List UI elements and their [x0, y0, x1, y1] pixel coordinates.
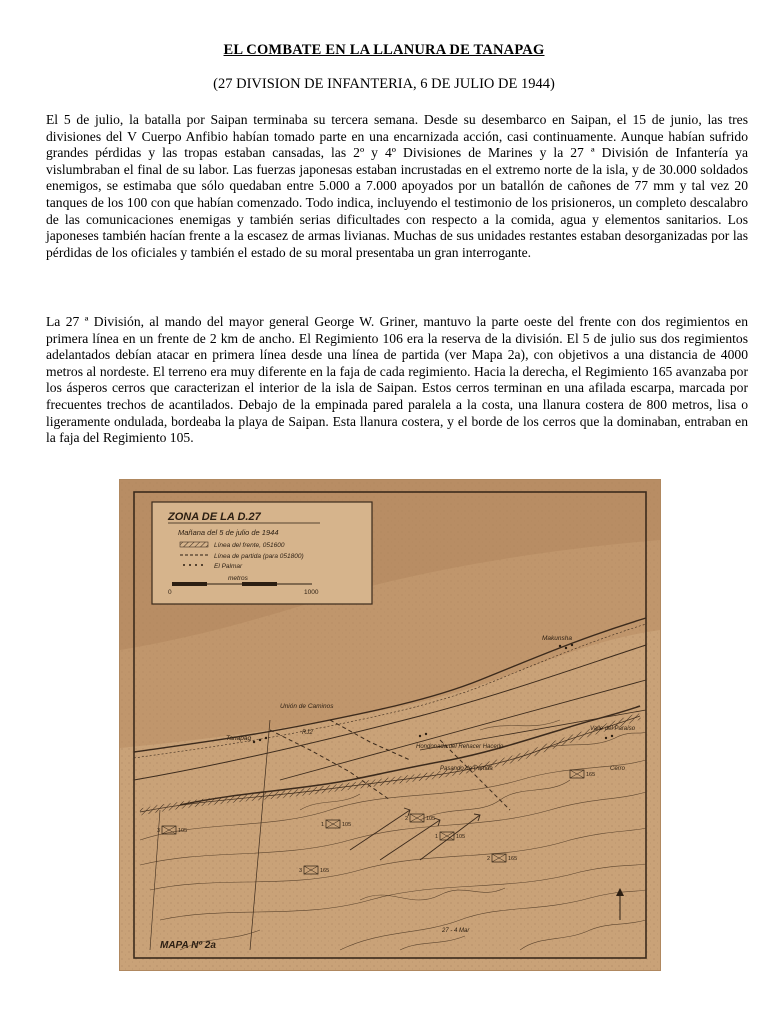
unit-2-105-reg: 105 — [426, 816, 436, 822]
scale-label: metros — [228, 575, 248, 582]
document-subtitle: (27 DIVISION DE INFANTERIA, 6 DE JULIO DE 1944) — [213, 76, 555, 92]
map-number-label: MAPA Nº 2a — [160, 940, 216, 951]
unit-2-165-reg: 165 — [508, 856, 518, 862]
scale-end: 1000 — [304, 589, 319, 596]
label-cerro: Cerro — [610, 766, 626, 772]
label-valle: Valle del Paraíso — [590, 726, 636, 732]
legend-item-front: Línea del frente, 051600 — [214, 542, 285, 549]
label-rj2: RJ2 — [302, 730, 313, 736]
label-makunsha: Makunsha — [542, 635, 572, 642]
label-union-caminos: Unión de Caminos — [280, 703, 334, 710]
unit-3-165-reg: 165 — [320, 868, 330, 874]
unit-1b-105-reg: 105 — [456, 834, 466, 840]
legend-item-departure: Línea de partida (para 051800) — [214, 553, 304, 560]
label-grid: 27 - 4 Mar — [442, 928, 470, 934]
unit-2-105-number: 2 — [404, 816, 408, 822]
unit-1-105-reg: 105 — [342, 822, 352, 828]
document-title: EL COMBATE EN LA LLANURA DE TANAPAG — [223, 42, 545, 58]
unit-3-165-number: 3 — [298, 868, 302, 874]
map-legend — [152, 502, 372, 604]
unit-165-reg: 165 — [586, 772, 596, 778]
scale-start: 0 — [168, 589, 172, 596]
paragraph-1: El 5 de julio, la batalla por Saipan terminaba su tercera semana. Desde su desembarco en Saipan, el 15 de junio, las tres divisiones del V Cuerpo Anfibio habían tomado parte en una encarnizada acción, casi continuamente. Aunque habían sufrido grandes pérdidas y las tropas estaban cansadas, las 2º y 4º Divisiones de Marines y la 27 ª División de Infantería ya vislumbraban el final de su labor. Las fuerzas japonesas estaban incrustadas en el extremo norte de la isla, y de 30.000 soldados enemigos, se estimaba que sólo quedaban entre 5.000 a 7.000 apoyados por un batallón de cañones de 77 mm y tal vez 20 tanques de los 100 con que habían comenzado. Todo indica, incluyendo el testimonio de los prisioneros, un completo descalabro de las comunicaciones enemigas y también serias dificultades con respecto a la comida, agua y elementos sanitarios. Los japoneses también hacían frente a la escasez de armas livianas. Muchas de sus unidades restantes estaban desorganizadas por las pérdidas de los oficiales y también el estado de su moral presentaba un gran interrogante. — [46, 112, 748, 260]
unit-3-105-reg: 105 — [178, 828, 188, 834]
legend-item-palmar: El Palmar — [214, 563, 243, 570]
unit-3-105-number: 3 — [156, 828, 160, 834]
unit-1-105-number: 1 — [320, 822, 324, 828]
map-2a-image — [120, 480, 660, 970]
legend-title: ZONA DE LA D.27 — [168, 511, 261, 523]
paragraph-2: La 27 ª División, al mando del mayor general George W. Griner, mantuvo la parte oeste del frente con dos regimientos en primera línea en un frente de 2 km de ancho. El Regimiento 106 era la reserva de la división. El 5 de julio sus dos regimientos adelantados debían atacar en primera línea desde una línea de partida (ver Mapa 2a), con objetivos a una distancia de 4000 metros al nordeste. El terreno era muy diferente en la faja de cada regimiento. Hacia la derecha, el Regimiento 165 avanzaba por los ásperos cerros que caracterizan el interior de la isla de Saipan. Estos cerros terminan en una afilada escarpa, marcada por frecuentes trechos de acantilados. Debajo de la empinada pared paralela a la costa, una llanura costera de 800 metros, lisa o ligeramente ondulada, bordeaba la playa de Saipan. Esta llanura costera, y el borde de los cerros que la dominaban, entraban en la faja del Regimiento 105. — [46, 314, 748, 446]
label-hondonada: Hondonada del Rehacer Hacerlo — [416, 744, 504, 750]
label-partida: Pasando de Partida — [440, 766, 493, 772]
unit-2-165-number: 2 — [486, 856, 490, 862]
label-tanapag: Tanapag — [226, 735, 252, 742]
unit-1b-105-number: 1 — [434, 834, 438, 840]
legend-subtitle: Mañana del 5 de julio de 1944 — [178, 528, 279, 537]
